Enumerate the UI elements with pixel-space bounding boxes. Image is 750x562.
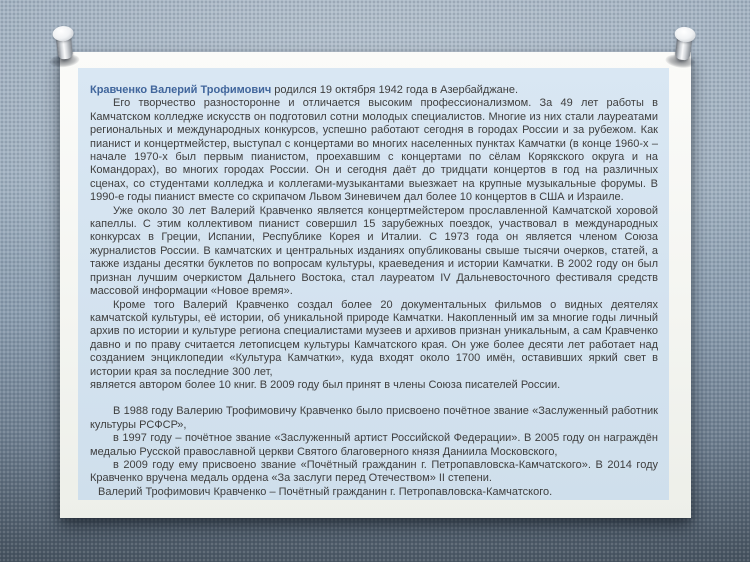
biography-paragraph: в 1997 году – почётное звание «Заслуженный артист Российской Федерации». В 2005 году он награждён медалью Русской православной церкви Святого благоверного князя Даниила Московского, <box>90 432 658 458</box>
push-pin-icon <box>665 25 704 71</box>
person-name: Кравченко Валерий Трофимович <box>90 84 272 96</box>
biography-paragraph: Его творчество разносторонне и отличается высоким профессионализмом. За 49 лет работы в Камчатском колледже искусств он подготовил сотни молодых специалистов. Многие из них стали лауреатами региональных и международных конкурсов, успешно работают сегодня в городах России и за рубежом. Как пианист и концертмейстер, выступал с концертами во многих населенных пунктах Камчатки (в конце 1960-х – начале 1970-х был первым пианистом, проехавшим с концертами по сёлам Корякского округа и на Командорах), во многих городах России. Он и сегодня даёт до тридцати концертов в год на различных сценах, со студентами колледжа и коллегами-музыкантами выезжает на крупные музыкальные форумы. В 1990-е годы пианист вместе со скрипачом Львом Зиневичем дал более 10 концертов в США и Израиле. <box>90 97 658 204</box>
intro-text: родился 19 октября 1942 года в Азербайджане. <box>271 84 519 96</box>
biography-paragraph: Валерий Трофимович Кравченко – Почётный гражданин г. Петропавловска-Камчатского. <box>98 485 553 498</box>
biography-paragraph: является автором более 10 книг. В 2009 году был принят в члены Союза писателей России. <box>90 378 561 391</box>
push-pin-icon <box>46 24 84 69</box>
biography-paragraph: в 2009 году ему присвоено звание «Почётный гражданин г. Петропавловска-Камчатского». В 2014 году Кравченко вручена медаль ордена «За заслуги перед Отечеством» II степени. <box>90 458 658 485</box>
biography-text <box>78 68 669 500</box>
text-panel <box>78 68 669 500</box>
biography-intro <box>90 84 658 97</box>
biography-paragraph: Уже около 30 лет Валерий Кравченко является концертмейстером прославленной Камчатской хоровой капеллы. С этим коллективом пианист совершил 15 зарубежных поездок, участвовал в международных конкурсах в Греции, Испании, Республике Корея и Италии. С 1973 года он является членом Союза журналистов России. В камчатских и центральных изданиях опубликованы свыше тысячи очерков, статей, а также изданы десятки буклетов по вопросам культуры, краеведения и истории Камчатки. В 2002 году он был признан лучшим очеркистом Дальнего Востока, стал лауреатом IV Дальневосточного фестиваля средств массовой информации «Новое время». <box>90 204 658 298</box>
pinned-paper <box>60 52 691 518</box>
biography-paragraph: Кроме того Валерий Кравченко создал более 20 документальных фильмов о видных деятелях камчатской культуры, её истории, об уникальной природе Камчатки. Накопленный им за многие годы личный архив по истории и культуре региона специалистами музеев и архивов признан уникальным, а сам Кравченко давно и по праву считается летописцем культуры Камчатского края. Он уже более десяти лет работает над созданием энциклопедии «Культура Камчатки», куда входят около 1700 имён, оставивших яркий свет в истории края за последние 300 лет, <box>90 298 658 378</box>
biography-paragraph: В 1988 году Валерию Трофимовичу Кравченко было присвоено почётное звание «Заслуженный работник культуры РСФСР», <box>90 405 658 431</box>
